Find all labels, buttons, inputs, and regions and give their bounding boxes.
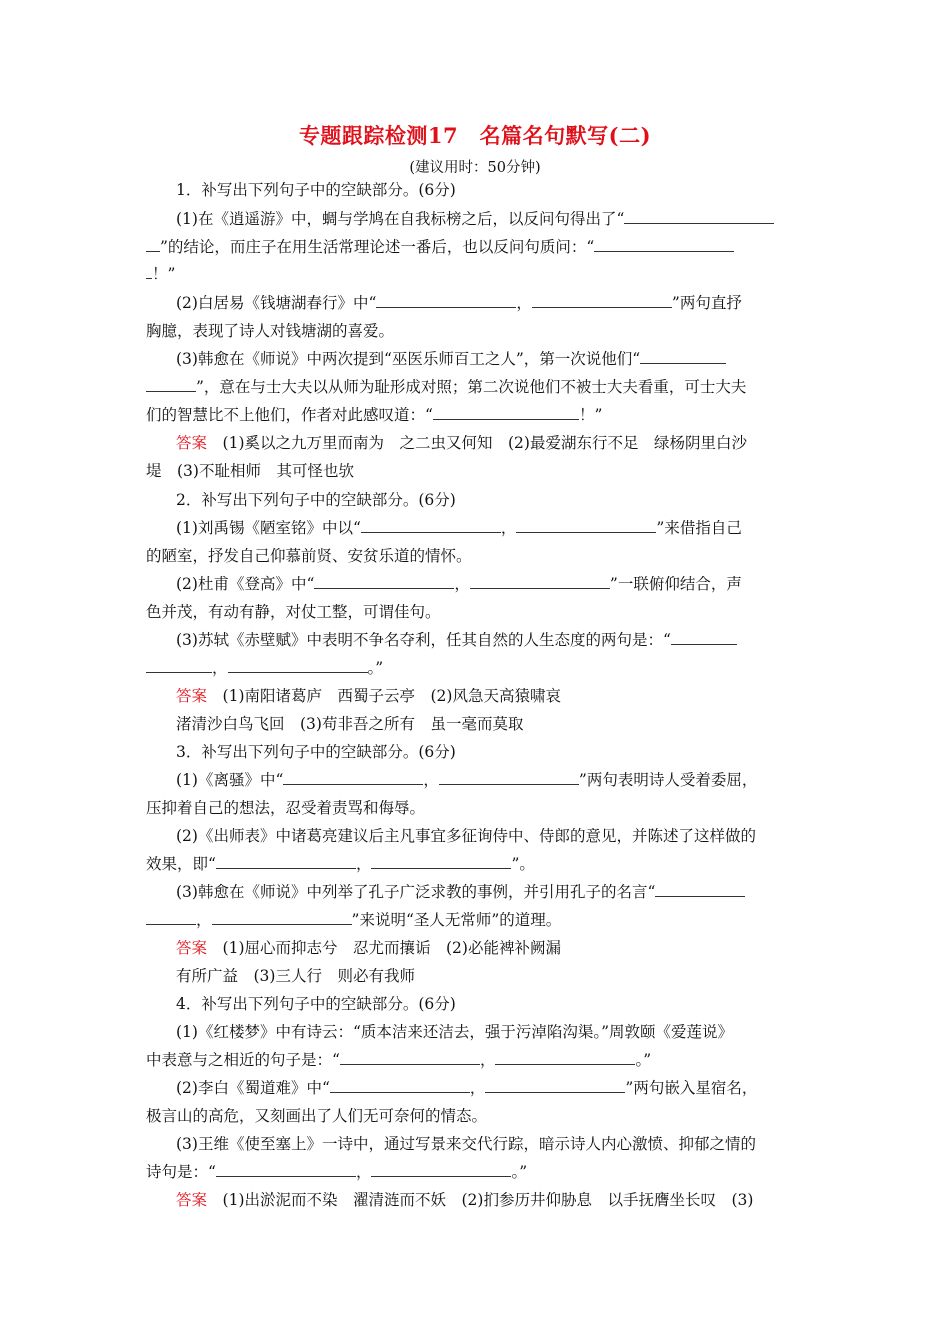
q1-part3-line2: ”，意在与士大夫以从师为耻形成对照；第二次说他们不被士大夫看重，可士大夫 — [146, 377, 746, 397]
q1-answer-line1: 答案 (1)奚以之九万里而南为 之二虫又何知 (2)最爱湖东行不足 绿杨阴里白沙 — [176, 434, 747, 452]
answer-blank[interactable] — [624, 209, 774, 224]
q1-part1-line3: ！” — [146, 264, 175, 284]
answer-blank[interactable] — [330, 1078, 470, 1093]
answer-blank[interactable] — [283, 770, 423, 785]
answer-blank[interactable] — [361, 518, 501, 533]
answer-blank[interactable] — [671, 630, 737, 645]
q4-part1-line1: (1)《红楼梦》中有诗云：“质本洁来还洁去，强于污淖陷沟渠。”周敦颐《爱莲说》 — [176, 1023, 734, 1041]
answer-blank[interactable] — [655, 882, 745, 897]
answer-label: 答案 — [176, 687, 208, 705]
answer-blank[interactable] — [594, 237, 734, 252]
answer-blank[interactable] — [640, 349, 726, 364]
q1-part3-line1: (3)韩愈在《师说》中两次提到“巫医乐师百工之人”，第一次说他们“ — [176, 349, 726, 369]
q3-part2-line2: 效果，即“ ， ”。 — [146, 855, 535, 873]
q1-answer-line2: 堤 (3)不耻相师 其可怪也欤 — [146, 462, 354, 480]
page-subtitle: (建议用时：50分钟) — [409, 160, 541, 176]
answer-blank[interactable] — [516, 518, 656, 533]
answer-blank[interactable] — [146, 237, 160, 252]
answer-label: 答案 — [176, 1191, 208, 1209]
answer-blank[interactable] — [439, 770, 579, 785]
q4-heading: 4．补写出下列句子中的空缺部分。(6分) — [176, 995, 456, 1013]
q3-heading: 3．补写出下列句子中的空缺部分。(6分) — [176, 743, 456, 761]
q2-part2-line2: 色并茂，有动有静，对仗工整，可谓佳句。 — [146, 603, 441, 621]
answer-blank[interactable] — [495, 1050, 635, 1065]
page-title: 专题跟踪检测17 名篇名句默写(二) — [298, 123, 652, 148]
q2-answer-line2: 渚清沙白鸟飞回 (3)苟非吾之所有 虽一毫而莫取 — [176, 715, 524, 733]
q1-part1-line2: ”的结论，而庄子在用生活常理论述一番后，也以反问句质问：“ — [146, 237, 734, 257]
q3-part3-line2: ， ”来说明“圣人无常师”的道理。 — [146, 910, 561, 930]
q4-part1-line2: 中表意与之相近的句子是：“ ， 。” — [146, 1051, 652, 1069]
q3-part1-line2: 压抑着自己的想法，忍受着责骂和侮辱。 — [146, 799, 426, 817]
q4-answer-line1: 答案 (1)出淤泥而不染 濯清涟而不妖 (2)扪参历井仰胁息 以手抚膺坐长叹 (3) — [176, 1191, 754, 1209]
answer-blank[interactable] — [216, 1162, 356, 1177]
q2-part3-line1: (3)苏轼《赤壁赋》中表明不争名夺利，任其自然的人生态度的两句是：“ — [176, 630, 737, 650]
q2-part1-line1: (1)刘禹锡《陋室铭》中以“ ， ”来借指自己 — [176, 519, 742, 537]
q1-part2-line2: 胸臆，表现了诗人对钱塘湖的喜爱。 — [146, 322, 395, 340]
answer-blank[interactable] — [228, 658, 368, 673]
answer-blank[interactable] — [340, 1050, 480, 1065]
answer-blank[interactable] — [371, 854, 511, 869]
answer-blank[interactable] — [216, 854, 356, 869]
q4-part3-line1: (3)王维《使至塞上》一诗中，通过写景来交代行踪，暗示诗人内心激愤、抑郁之情的 — [176, 1135, 756, 1153]
q3-answer-line1: 答案 (1)屈心而抑志兮 忍尤而攘诟 (2)必能裨补阙漏 — [176, 939, 561, 957]
answer-blank[interactable] — [532, 293, 672, 308]
answer-blank[interactable] — [433, 405, 579, 420]
q4-part2-line2: 极言山的高危，又刻画出了人们无可奈何的情态。 — [146, 1107, 488, 1125]
q2-part2-line1: (2)杜甫《登高》中“ ， ”一联俯仰结合，声 — [176, 575, 742, 593]
q3-answer-line2: 有所广益 (3)三人行 则必有我师 — [176, 967, 415, 985]
answer-blank[interactable] — [146, 658, 212, 673]
answer-blank[interactable] — [146, 377, 196, 392]
q4-part2-line1: (2)李白《蜀道难》中“ ， ”两句嵌入星宿名， — [176, 1079, 758, 1097]
q2-heading: 2．补写出下列句子中的空缺部分。(6分) — [176, 491, 456, 509]
answer-blank[interactable] — [212, 910, 352, 925]
answer-blank[interactable] — [470, 574, 610, 589]
answer-blank[interactable] — [146, 910, 196, 925]
q3-part3-line1: (3)韩愈在《师说》中列举了孔子广泛求教的事例，并引用孔子的名言“ — [176, 882, 745, 902]
answer-label: 答案 — [176, 939, 208, 957]
answer-blank[interactable] — [314, 574, 454, 589]
q2-part1-line2: 的陋室，抒发自己仰慕前贤、安贫乐道的情怀。 — [146, 547, 472, 565]
q3-part2-line1: (2)《出师表》中诸葛亮建议后主凡事宜多征询侍中、侍郎的意见，并陈述了这样做的 — [176, 827, 756, 845]
q3-part1-line1: (1)《离骚》中“ ， ”两句表明诗人受着委屈， — [176, 771, 758, 789]
q2-part3-line2: ， 。” — [146, 658, 383, 678]
answer-blank[interactable] — [371, 1162, 511, 1177]
answer-blank[interactable] — [376, 293, 516, 308]
answer-label: 答案 — [176, 434, 208, 452]
q2-answer-line1: 答案 (1)南阳诸葛庐 西蜀子云亭 (2)风急天高猿啸哀 — [176, 687, 561, 705]
q1-part2-line1: (2)白居易《钱塘湖春行》中“ ， ”两句直抒 — [176, 294, 742, 312]
answer-blank[interactable] — [485, 1078, 625, 1093]
q1-part3-line3: 们的智慧比不上他们，作者对此感叹道：“ ！” — [146, 406, 603, 424]
q4-part3-line2: 诗句是：“ ， 。” — [146, 1163, 528, 1181]
q1-heading: 1．补写出下列句子中的空缺部分。(6分) — [176, 181, 456, 199]
q1-part1-line1: (1)在《逍遥游》中，蜩与学鸠在自我标榜之后，以反问句得出了“ — [176, 209, 774, 229]
